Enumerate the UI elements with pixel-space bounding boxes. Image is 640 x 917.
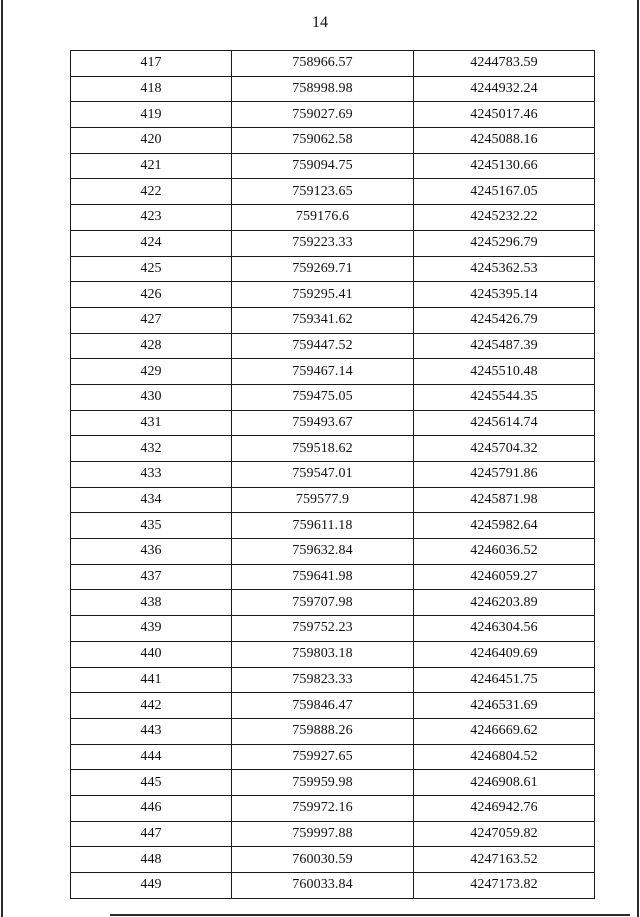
scan-left-edge: [1, 0, 3, 917]
x-coordinate-cell: 759927.65: [232, 744, 414, 770]
scan-right-edge: [637, 0, 639, 917]
y-coordinate-cell: 4245791.86: [414, 462, 595, 488]
table-row: [71, 51, 595, 77]
y-coordinate-cell: 4246059.27: [414, 564, 595, 590]
table-row: [71, 564, 595, 590]
x-coordinate-cell: 759062.58: [232, 128, 414, 154]
table-row: [71, 307, 595, 333]
point-number-cell: 445: [71, 770, 232, 796]
x-coordinate-cell: 759467.14: [232, 359, 414, 385]
point-number-cell: 432: [71, 436, 232, 462]
y-coordinate-cell: 4245982.64: [414, 513, 595, 539]
point-number-cell: 429: [71, 359, 232, 385]
x-coordinate-cell: 759094.75: [232, 153, 414, 179]
table-row: [71, 230, 595, 256]
table-row: [71, 744, 595, 770]
x-coordinate-cell: 759707.98: [232, 590, 414, 616]
point-number-cell: 430: [71, 384, 232, 410]
x-coordinate-cell: 759176.6: [232, 205, 414, 231]
point-number-cell: 448: [71, 847, 232, 873]
point-number-cell: 439: [71, 616, 232, 642]
point-number-cell: 428: [71, 333, 232, 359]
y-coordinate-cell: 4246942.76: [414, 795, 595, 821]
point-number-cell: 435: [71, 513, 232, 539]
x-coordinate-cell: 759972.16: [232, 795, 414, 821]
table-row: [71, 384, 595, 410]
table-row: [71, 693, 595, 719]
table-row: [71, 821, 595, 847]
page-number: 14: [312, 14, 328, 31]
x-coordinate-cell: 759547.01: [232, 462, 414, 488]
y-coordinate-cell: 4245232.22: [414, 205, 595, 231]
x-coordinate-cell: 758998.98: [232, 76, 414, 102]
table-row: [71, 179, 595, 205]
x-coordinate-cell: 759475.05: [232, 384, 414, 410]
y-coordinate-cell: 4245167.05: [414, 179, 595, 205]
point-number-cell: 423: [71, 205, 232, 231]
point-number-cell: 444: [71, 744, 232, 770]
point-number-cell: 417: [71, 51, 232, 77]
y-coordinate-cell: 4246804.52: [414, 744, 595, 770]
table-row: [71, 873, 595, 899]
table-row: [71, 718, 595, 744]
y-coordinate-cell: 4246409.69: [414, 641, 595, 667]
scan-bottom-edge: [110, 914, 630, 916]
table-row: [71, 462, 595, 488]
x-coordinate-cell: 759997.88: [232, 821, 414, 847]
point-number-cell: 426: [71, 282, 232, 308]
y-coordinate-cell: 4245510.48: [414, 359, 595, 385]
x-coordinate-cell: 759959.98: [232, 770, 414, 796]
coordinates-table-body: [71, 51, 595, 899]
y-coordinate-cell: 4245017.46: [414, 102, 595, 128]
x-coordinate-cell: 759223.33: [232, 230, 414, 256]
x-coordinate-cell: 760030.59: [232, 847, 414, 873]
x-coordinate-cell: 759752.23: [232, 616, 414, 642]
y-coordinate-cell: 4245296.79: [414, 230, 595, 256]
x-coordinate-cell: 759269.71: [232, 256, 414, 282]
table-row: [71, 539, 595, 565]
table-row: [71, 128, 595, 154]
table-row: [71, 282, 595, 308]
point-number-cell: 431: [71, 410, 232, 436]
y-coordinate-cell: 4246203.89: [414, 590, 595, 616]
y-coordinate-cell: 4245487.39: [414, 333, 595, 359]
point-number-cell: 446: [71, 795, 232, 821]
point-number-cell: 441: [71, 667, 232, 693]
point-number-cell: 427: [71, 307, 232, 333]
point-number-cell: 433: [71, 462, 232, 488]
y-coordinate-cell: 4247173.82: [414, 873, 595, 899]
y-coordinate-cell: 4245362.53: [414, 256, 595, 282]
table-row: [71, 205, 595, 231]
table-row: [71, 616, 595, 642]
table-row: [71, 487, 595, 513]
point-number-cell: 449: [71, 873, 232, 899]
x-coordinate-cell: 759641.98: [232, 564, 414, 590]
point-number-cell: 438: [71, 590, 232, 616]
y-coordinate-cell: 4247059.82: [414, 821, 595, 847]
table-row: [71, 641, 595, 667]
point-number-cell: 421: [71, 153, 232, 179]
x-coordinate-cell: 759123.65: [232, 179, 414, 205]
x-coordinate-cell: 759295.41: [232, 282, 414, 308]
x-coordinate-cell: 759577.9: [232, 487, 414, 513]
x-coordinate-cell: 758966.57: [232, 51, 414, 77]
y-coordinate-cell: 4246669.62: [414, 718, 595, 744]
y-coordinate-cell: 4245614.74: [414, 410, 595, 436]
y-coordinate-cell: 4244932.24: [414, 76, 595, 102]
point-number-cell: 434: [71, 487, 232, 513]
x-coordinate-cell: 759632.84: [232, 539, 414, 565]
y-coordinate-cell: 4245088.16: [414, 128, 595, 154]
point-number-cell: 447: [71, 821, 232, 847]
y-coordinate-cell: 4245704.32: [414, 436, 595, 462]
y-coordinate-cell: 4246908.61: [414, 770, 595, 796]
y-coordinate-cell: 4244783.59: [414, 51, 595, 77]
point-number-cell: 442: [71, 693, 232, 719]
x-coordinate-cell: 759611.18: [232, 513, 414, 539]
table-row: [71, 359, 595, 385]
x-coordinate-cell: 759493.67: [232, 410, 414, 436]
coordinates-table: [70, 50, 595, 899]
x-coordinate-cell: 759027.69: [232, 102, 414, 128]
y-coordinate-cell: 4245395.14: [414, 282, 595, 308]
table-row: [71, 76, 595, 102]
x-coordinate-cell: 759888.26: [232, 718, 414, 744]
point-number-cell: 425: [71, 256, 232, 282]
point-number-cell: 419: [71, 102, 232, 128]
x-coordinate-cell: 759341.62: [232, 307, 414, 333]
y-coordinate-cell: 4246531.69: [414, 693, 595, 719]
point-number-cell: 436: [71, 539, 232, 565]
point-number-cell: 443: [71, 718, 232, 744]
point-number-cell: 437: [71, 564, 232, 590]
y-coordinate-cell: 4245871.98: [414, 487, 595, 513]
y-coordinate-cell: 4246036.52: [414, 539, 595, 565]
point-number-cell: 424: [71, 230, 232, 256]
point-number-cell: 418: [71, 76, 232, 102]
table-row: [71, 102, 595, 128]
point-number-cell: 420: [71, 128, 232, 154]
y-coordinate-cell: 4246451.75: [414, 667, 595, 693]
point-number-cell: 440: [71, 641, 232, 667]
x-coordinate-cell: 760033.84: [232, 873, 414, 899]
table-row: [71, 153, 595, 179]
table-row: [71, 410, 595, 436]
table-row: [71, 795, 595, 821]
x-coordinate-cell: 759447.52: [232, 333, 414, 359]
y-coordinate-cell: 4246304.56: [414, 616, 595, 642]
table-row: [71, 256, 595, 282]
x-coordinate-cell: 759846.47: [232, 693, 414, 719]
point-number-cell: 422: [71, 179, 232, 205]
y-coordinate-cell: 4245426.79: [414, 307, 595, 333]
table-row: [71, 513, 595, 539]
table-row: [71, 436, 595, 462]
x-coordinate-cell: 759803.18: [232, 641, 414, 667]
y-coordinate-cell: 4247163.52: [414, 847, 595, 873]
table-row: [71, 847, 595, 873]
table-row: [71, 667, 595, 693]
x-coordinate-cell: 759518.62: [232, 436, 414, 462]
x-coordinate-cell: 759823.33: [232, 667, 414, 693]
table-row: [71, 333, 595, 359]
table-row: [71, 590, 595, 616]
table-row: [71, 770, 595, 796]
y-coordinate-cell: 4245130.66: [414, 153, 595, 179]
y-coordinate-cell: 4245544.35: [414, 384, 595, 410]
